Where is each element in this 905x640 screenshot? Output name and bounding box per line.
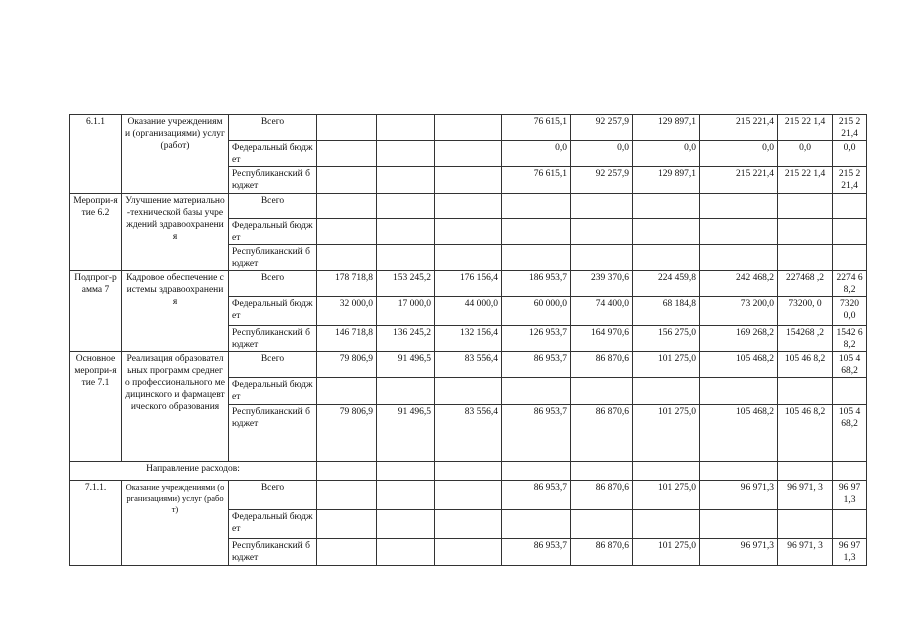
- table-row: [70, 481, 867, 510]
- value-cell: [435, 115, 502, 141]
- value-cell: 68 184,8: [633, 297, 700, 326]
- value-cell: 96 971, 3: [778, 539, 833, 566]
- value-cell: 169 268,2: [700, 326, 778, 352]
- item-code: 6.1.1: [70, 115, 122, 194]
- value-cell: 132 156,4: [435, 326, 502, 352]
- value-cell: [833, 219, 867, 245]
- value-cell: 215 221,4: [700, 167, 778, 194]
- value-cell: [435, 219, 502, 245]
- item-name: Улучшение материально-технической базы учреждений здравоохранения: [122, 194, 229, 271]
- value-cell: [377, 378, 435, 405]
- value-cell: 105 468,2: [700, 352, 778, 378]
- value-cell: 7320 0,0: [833, 297, 867, 326]
- value-cell: 178 718,8: [317, 271, 377, 297]
- value-cell: 2274 68,2: [833, 271, 867, 297]
- value-cell: 74 400,0: [571, 297, 633, 326]
- value-cell: [435, 141, 502, 167]
- value-cell: 101 275,0: [633, 481, 700, 510]
- value-cell: [317, 539, 377, 566]
- value-cell: 1542 68,2: [833, 326, 867, 352]
- value-cell: 105 46 8,2: [778, 352, 833, 378]
- value-cell: 83 556,4: [435, 352, 502, 378]
- value-cell: [435, 510, 502, 539]
- value-cell: [833, 510, 867, 539]
- table-row: [70, 352, 867, 378]
- value-cell: [502, 378, 571, 405]
- empty-cell: [633, 462, 700, 481]
- source-federal: Федеральный бюджет: [229, 219, 317, 245]
- value-cell: 91 496,5: [377, 352, 435, 378]
- value-cell: [833, 194, 867, 219]
- value-cell: 105 4 68,2: [833, 405, 867, 462]
- value-cell: [317, 115, 377, 141]
- empty-cell: [377, 462, 435, 481]
- value-cell: 0,0: [778, 141, 833, 167]
- value-cell: 105 46 8,2: [778, 405, 833, 462]
- value-cell: [778, 510, 833, 539]
- value-cell: [435, 539, 502, 566]
- section-row: [70, 462, 867, 481]
- table-row: [70, 271, 867, 297]
- value-cell: [633, 194, 700, 219]
- value-cell: [435, 194, 502, 219]
- value-cell: 215 2 21,4: [833, 167, 867, 194]
- value-cell: [502, 219, 571, 245]
- value-cell: 146 718,8: [317, 326, 377, 352]
- value-cell: 0,0: [833, 141, 867, 167]
- empty-cell: [317, 462, 377, 481]
- value-cell: 86 870,6: [571, 352, 633, 378]
- value-cell: [633, 510, 700, 539]
- source-total: Всего: [229, 115, 317, 141]
- value-cell: [377, 167, 435, 194]
- value-cell: 44 000,0: [435, 297, 502, 326]
- value-cell: [317, 141, 377, 167]
- value-cell: [700, 194, 778, 219]
- empty-cell: [700, 462, 778, 481]
- value-cell: 60 000,0: [502, 297, 571, 326]
- value-cell: [377, 481, 435, 510]
- value-cell: 73 200,0: [700, 297, 778, 326]
- value-cell: 32 000,0: [317, 297, 377, 326]
- source-federal: Федеральный бюджет: [229, 297, 317, 326]
- source-republican: Республиканский бюджет: [229, 405, 317, 462]
- value-cell: 154268 ,2: [778, 326, 833, 352]
- value-cell: 83 556,4: [435, 405, 502, 462]
- value-cell: [317, 167, 377, 194]
- value-cell: [317, 245, 377, 271]
- value-cell: [571, 510, 633, 539]
- source-republican: Республиканский бюджет: [229, 245, 317, 271]
- value-cell: [435, 378, 502, 405]
- value-cell: 96 971,3: [700, 539, 778, 566]
- item-name: Оказание учреждениями (организациями) услуг (работ): [122, 115, 229, 194]
- value-cell: [571, 378, 633, 405]
- value-cell: 79 806,9: [317, 405, 377, 462]
- value-cell: 101 275,0: [633, 539, 700, 566]
- value-cell: [700, 378, 778, 405]
- value-cell: [778, 219, 833, 245]
- source-federal: Федеральный бюджет: [229, 378, 317, 405]
- value-cell: [317, 510, 377, 539]
- source-federal: Федеральный бюджет: [229, 510, 317, 539]
- value-cell: 242 468,2: [700, 271, 778, 297]
- value-cell: [377, 115, 435, 141]
- item-name: Реализация образовательных программ среднего профессионального медицинского и фармацевтического образования: [122, 352, 229, 462]
- value-cell: [778, 378, 833, 405]
- value-cell: [377, 539, 435, 566]
- section-heading: Направление расходов:: [70, 462, 317, 481]
- value-cell: 129 897,1: [633, 167, 700, 194]
- value-cell: [435, 167, 502, 194]
- value-cell: [633, 378, 700, 405]
- value-cell: 129 897,1: [633, 115, 700, 141]
- table-row: [70, 194, 867, 219]
- empty-cell: [502, 462, 571, 481]
- value-cell: 105 468,2: [700, 405, 778, 462]
- value-cell: [571, 194, 633, 219]
- value-cell: 215 221,4: [700, 115, 778, 141]
- value-cell: [700, 245, 778, 271]
- source-total: Всего: [229, 352, 317, 378]
- source-total: Всего: [229, 194, 317, 219]
- value-cell: 76 615,1: [502, 115, 571, 141]
- value-cell: 79 806,9: [317, 352, 377, 378]
- source-republican: Республиканский бюджет: [229, 326, 317, 352]
- value-cell: [435, 245, 502, 271]
- item-code: 7.1.1.: [70, 481, 122, 566]
- value-cell: 215 22 1,4: [778, 167, 833, 194]
- value-cell: 86 953,7: [502, 539, 571, 566]
- value-cell: 76 615,1: [502, 167, 571, 194]
- item-code: Основное меропри-ятие 7.1: [70, 352, 122, 462]
- value-cell: 96 971, 3: [778, 481, 833, 510]
- value-cell: [778, 194, 833, 219]
- value-cell: 86 953,7: [502, 481, 571, 510]
- value-cell: [778, 245, 833, 271]
- value-cell: 92 257,9: [571, 167, 633, 194]
- budget-table: [69, 114, 867, 566]
- empty-cell: [778, 462, 833, 481]
- value-cell: 227468 ,2: [778, 271, 833, 297]
- value-cell: [633, 219, 700, 245]
- value-cell: [833, 378, 867, 405]
- value-cell: 153 245,2: [377, 271, 435, 297]
- value-cell: 176 156,4: [435, 271, 502, 297]
- value-cell: 156 275,0: [633, 326, 700, 352]
- source-federal: Федеральный бюджет: [229, 141, 317, 167]
- value-cell: [700, 510, 778, 539]
- value-cell: 126 953,7: [502, 326, 571, 352]
- value-cell: [700, 219, 778, 245]
- value-cell: 86 870,6: [571, 481, 633, 510]
- value-cell: 136 245,2: [377, 326, 435, 352]
- value-cell: [377, 510, 435, 539]
- source-republican: Республиканский бюджет: [229, 167, 317, 194]
- source-total: Всего: [229, 271, 317, 297]
- value-cell: 91 496,5: [377, 405, 435, 462]
- budget-table-body: [70, 115, 867, 566]
- value-cell: [502, 510, 571, 539]
- value-cell: 0,0: [571, 141, 633, 167]
- value-cell: 101 275,0: [633, 352, 700, 378]
- value-cell: 73200, 0: [778, 297, 833, 326]
- value-cell: 105 4 68,2: [833, 352, 867, 378]
- value-cell: [435, 481, 502, 510]
- value-cell: [377, 219, 435, 245]
- value-cell: [502, 245, 571, 271]
- value-cell: 101 275,0: [633, 405, 700, 462]
- value-cell: [377, 194, 435, 219]
- value-cell: [317, 378, 377, 405]
- item-name: Кадровое обеспечение системы здравоохранения: [122, 271, 229, 352]
- value-cell: [317, 194, 377, 219]
- value-cell: 215 2 21,4: [833, 115, 867, 141]
- item-code: Меропри-ятие 6.2: [70, 194, 122, 271]
- value-cell: [833, 245, 867, 271]
- value-cell: [571, 245, 633, 271]
- value-cell: 96 97 1,3: [833, 481, 867, 510]
- value-cell: [633, 245, 700, 271]
- value-cell: [571, 219, 633, 245]
- value-cell: 86 953,7: [502, 405, 571, 462]
- value-cell: 239 370,6: [571, 271, 633, 297]
- value-cell: [317, 219, 377, 245]
- value-cell: 86 953,7: [502, 352, 571, 378]
- source-total: Всего: [229, 481, 317, 510]
- item-name: Оказание учреждениями (организациями) услуг (работ): [122, 481, 229, 566]
- value-cell: 224 459,8: [633, 271, 700, 297]
- value-cell: [502, 194, 571, 219]
- value-cell: 92 257,9: [571, 115, 633, 141]
- value-cell: 86 870,6: [571, 539, 633, 566]
- value-cell: 86 870,6: [571, 405, 633, 462]
- value-cell: 17 000,0: [377, 297, 435, 326]
- table-row: [70, 115, 867, 141]
- value-cell: 215 22 1,4: [778, 115, 833, 141]
- empty-cell: [833, 462, 867, 481]
- source-republican: Республиканский бюджет: [229, 539, 317, 566]
- value-cell: [377, 245, 435, 271]
- value-cell: [317, 481, 377, 510]
- value-cell: 186 953,7: [502, 271, 571, 297]
- value-cell: 0,0: [700, 141, 778, 167]
- value-cell: 0,0: [502, 141, 571, 167]
- value-cell: 96 97 1,3: [833, 539, 867, 566]
- value-cell: 96 971,3: [700, 481, 778, 510]
- empty-cell: [435, 462, 502, 481]
- item-code: Подпрог-рамма 7: [70, 271, 122, 352]
- value-cell: [377, 141, 435, 167]
- value-cell: 0,0: [633, 141, 700, 167]
- empty-cell: [571, 462, 633, 481]
- value-cell: 164 970,6: [571, 326, 633, 352]
